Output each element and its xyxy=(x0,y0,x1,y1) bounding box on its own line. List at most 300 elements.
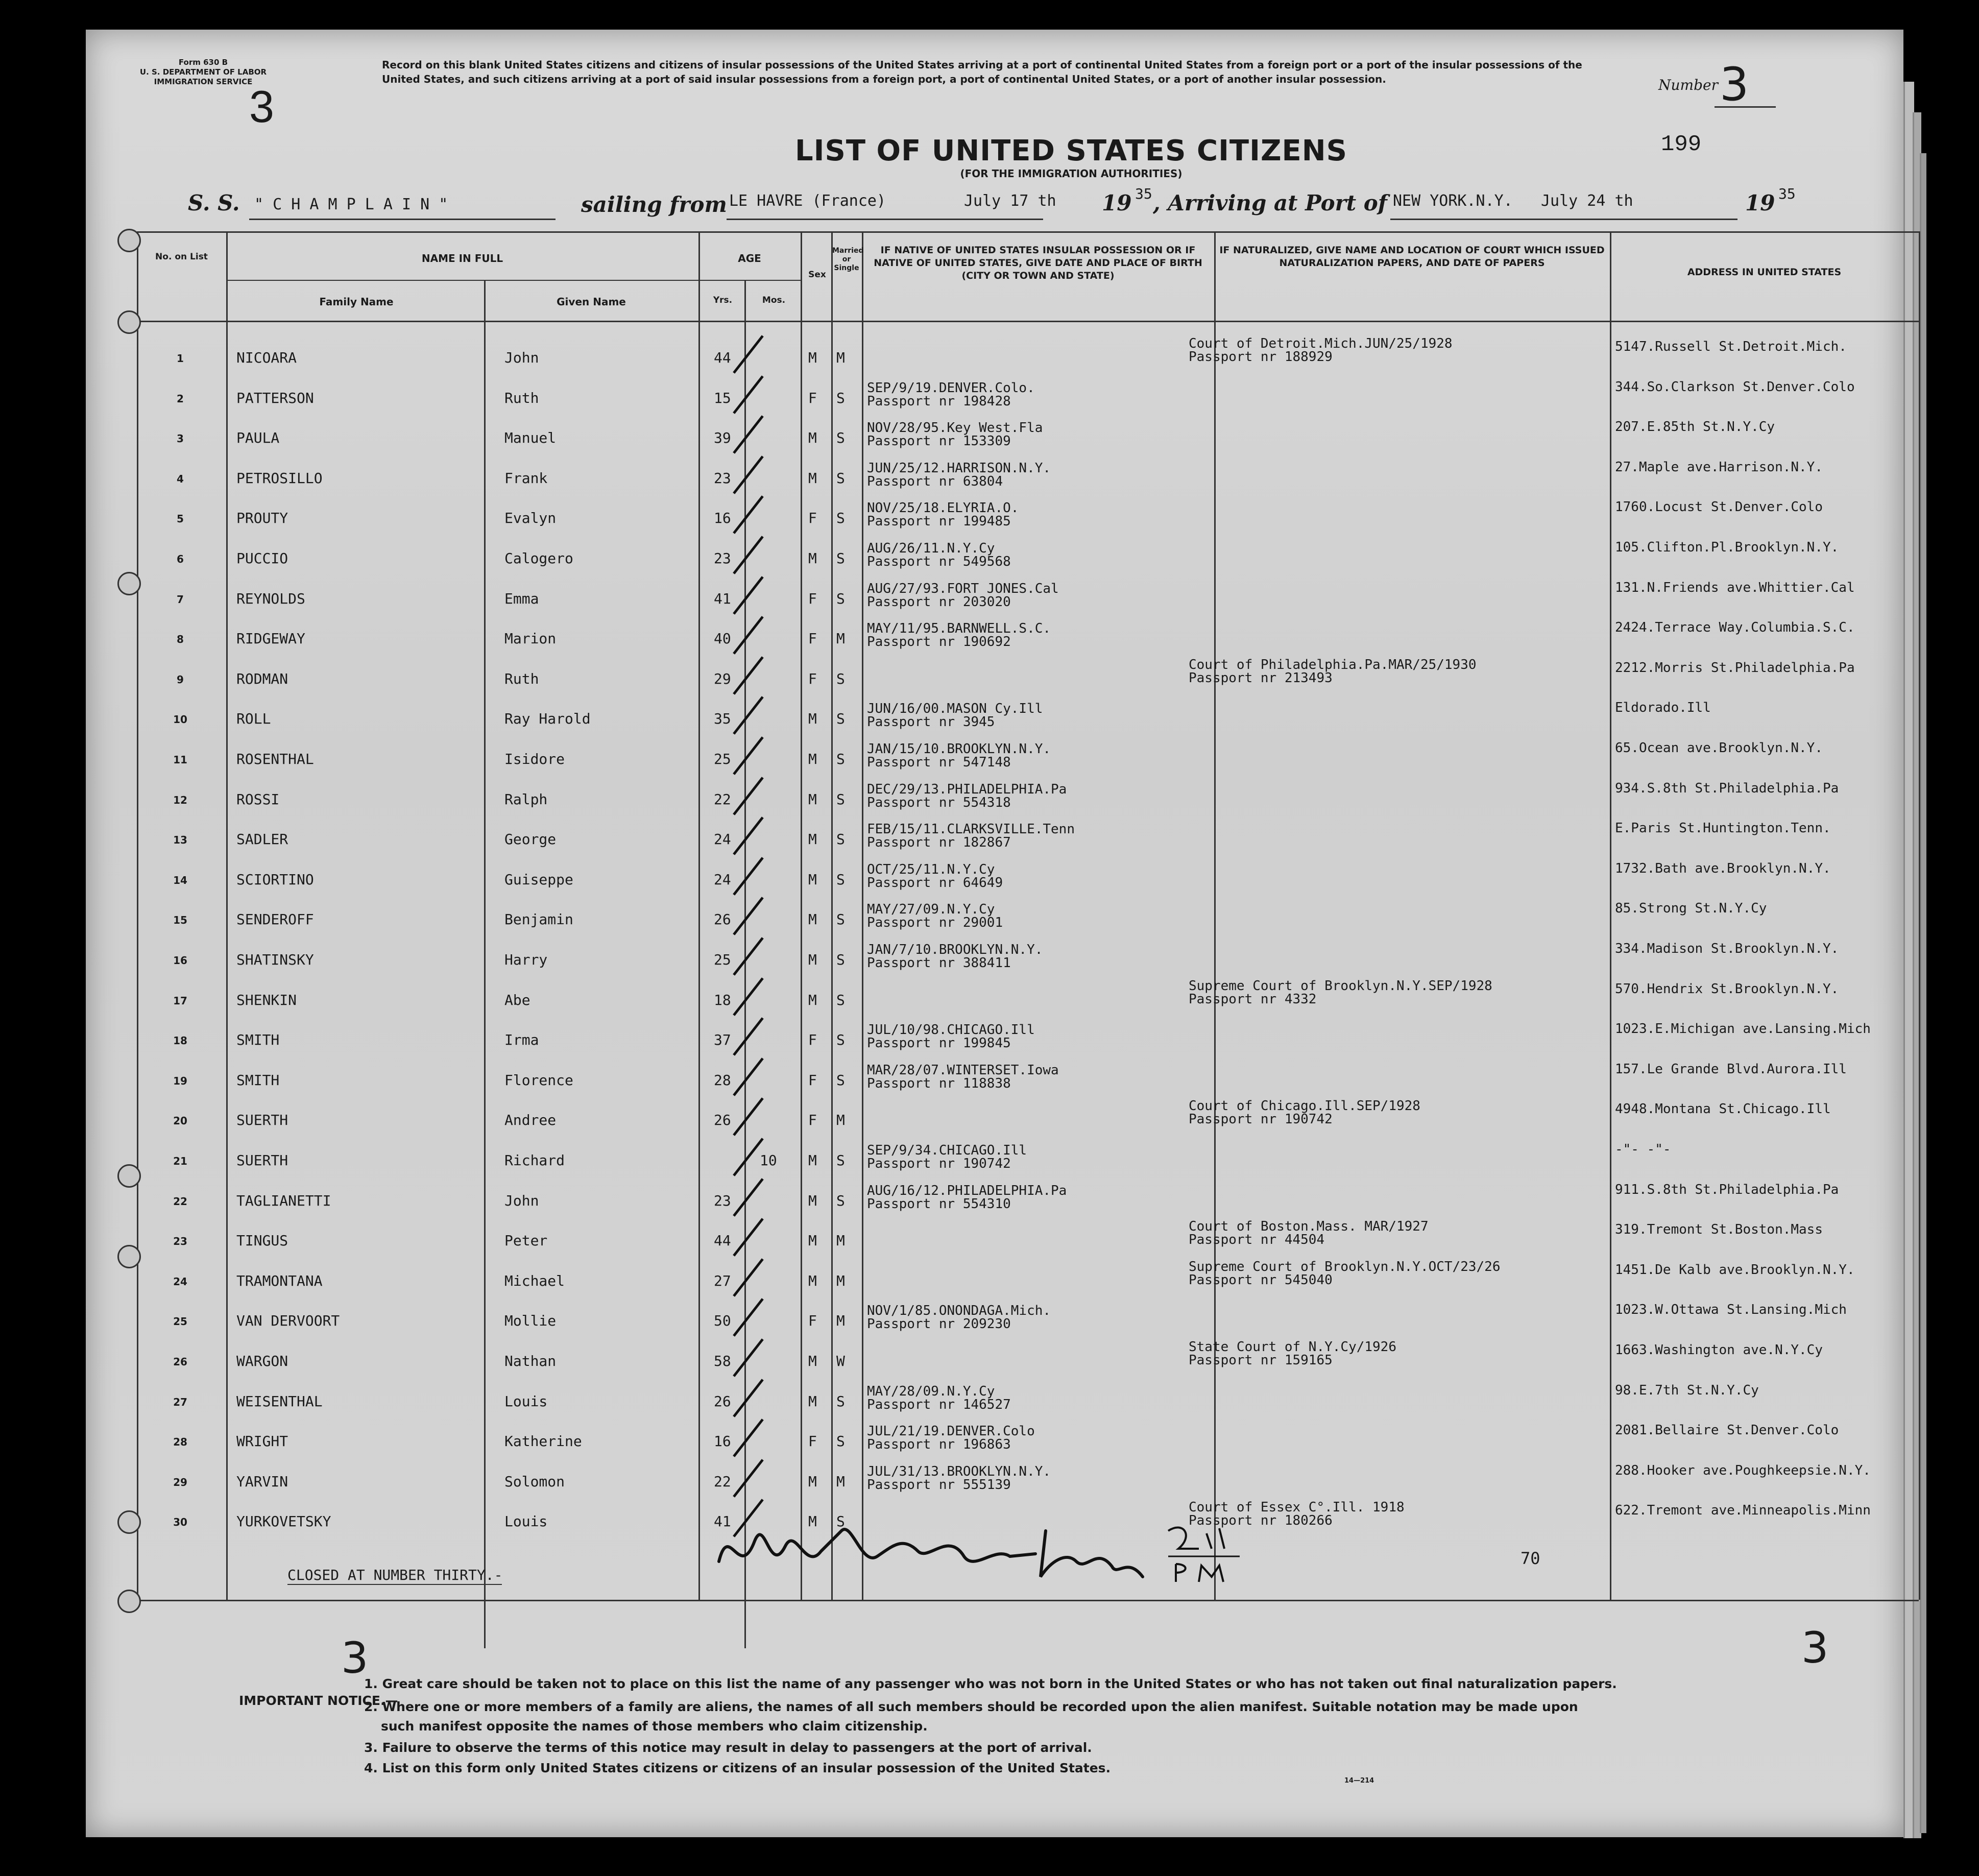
check-mark xyxy=(733,777,764,815)
row-number: 9 xyxy=(177,674,184,686)
sex: M xyxy=(808,1473,817,1490)
inspector-signature xyxy=(709,1500,1270,1592)
us-address: 1023.E.Michigan ave.Lansing.Mich xyxy=(1615,1021,1871,1037)
birth-info: JUL/31/13.BROOKLYN.N.Y. xyxy=(867,1464,1051,1479)
notice-line: 1. Great care should be taken not to place on this list the name of any passenger who was not born in the United States or who has not taken out final naturalization papers. xyxy=(364,1676,1617,1691)
birth-info: SEP/9/34.CHICAGO.Ill xyxy=(867,1143,1027,1158)
birth-info: JAN/7/10.BROOKLYN.N.Y. xyxy=(867,942,1043,957)
sex: M xyxy=(808,1272,817,1289)
col-header-address: ADDRESS IN UNITED STATES xyxy=(1687,267,1842,278)
given-name: Evalyn xyxy=(504,510,557,526)
marital-status: S xyxy=(836,871,845,888)
manifest-sheet xyxy=(86,30,1903,1837)
naturalization-passport: Passport nr 190742 xyxy=(1189,1112,1333,1127)
us-address: 207.E.85th St.N.Y.Cy xyxy=(1615,419,1775,435)
family-name: RODMAN xyxy=(236,670,288,687)
table-row xyxy=(137,421,1919,461)
row-number: 18 xyxy=(173,1035,187,1047)
marital-status: S xyxy=(836,590,845,607)
naturalization-court: Supreme Court of Brooklyn.N.Y.OCT/23/26 xyxy=(1189,1259,1501,1274)
given-name: Isidore xyxy=(504,751,565,767)
us-address: 1760.Locust St.Denver.Colo xyxy=(1615,499,1823,515)
birth-passport: Passport nr 63804 xyxy=(867,474,1003,489)
family-name: TINGUS xyxy=(236,1232,288,1249)
check-mark xyxy=(733,1298,764,1337)
age-years: 23 xyxy=(714,1192,731,1209)
age-years: 29 xyxy=(714,670,731,687)
family-name: ROLL xyxy=(236,710,271,727)
us-address: 622.Tremont ave.Minneapolis.Minn xyxy=(1615,1503,1871,1518)
age-years: 25 xyxy=(714,951,731,968)
notice-line: such manifest opposite the names of those members who claim citizenship. xyxy=(381,1719,928,1734)
marital-status: M xyxy=(836,630,845,647)
family-name: SMITH xyxy=(236,1031,280,1048)
given-name: Emma xyxy=(504,590,539,607)
table-row xyxy=(137,1304,1919,1344)
row-number: 29 xyxy=(173,1476,187,1488)
form-line: Form 630 B xyxy=(178,58,228,67)
check-mark xyxy=(733,335,764,374)
birth-info: MAR/28/07.WINTERSET.Iowa xyxy=(867,1063,1059,1078)
check-mark xyxy=(733,415,764,454)
check-mark xyxy=(733,696,764,735)
sex: M xyxy=(808,992,817,1008)
us-address: Eldorado.Ill xyxy=(1615,700,1711,715)
birth-info: NOV/28/95.Key West.Fla xyxy=(867,420,1043,436)
age-years: 26 xyxy=(714,1393,731,1410)
naturalization-passport: Passport nr 545040 xyxy=(1189,1272,1333,1288)
given-name: Ray Harold xyxy=(504,710,591,727)
notice-line: 3. Failure to observe the terms of this notice may result in delay to passengers at the port of arrival. xyxy=(364,1740,1092,1755)
col-header-birth: IF NATIVE OF UNITED STATES INSULAR POSSESSION OR IF NATIVE OF UNITED STATES, GIVE DATE AND PLACE OF BIRTH (CITY OR TOWN AND STATE) xyxy=(874,245,1202,281)
marital-status: S xyxy=(836,992,845,1008)
table-row xyxy=(137,1184,1919,1224)
table-row xyxy=(137,1023,1919,1063)
row-number: 12 xyxy=(173,794,187,806)
row-number: 19 xyxy=(173,1075,187,1087)
given-name: Guiseppe xyxy=(504,871,573,888)
sex: M xyxy=(808,951,817,968)
row-number: 13 xyxy=(173,834,187,846)
table-row xyxy=(137,501,1919,541)
given-name: Peter xyxy=(504,1232,548,1249)
col-header-sex: Sex xyxy=(808,270,826,280)
given-name: Ruth xyxy=(504,670,539,687)
age-years: 24 xyxy=(714,871,731,888)
notice-heading: IMPORTANT NOTICE.— xyxy=(239,1693,398,1708)
family-name: SHATINSKY xyxy=(236,951,314,968)
family-name: YARVIN xyxy=(236,1473,288,1490)
marital-status: S xyxy=(836,710,845,727)
given-name: Marion xyxy=(504,630,557,647)
naturalization-court: Court of Essex C°.Ill. 1918 xyxy=(1189,1500,1405,1515)
punch-hole xyxy=(117,572,141,595)
sex: M xyxy=(808,871,817,888)
table-top-rule xyxy=(137,231,1919,233)
family-name: YURKOVETSKY xyxy=(236,1513,331,1530)
family-name: ROSENTHAL xyxy=(236,751,314,767)
birth-passport: Passport nr 549568 xyxy=(867,554,1011,569)
birth-info: NOV/1/85.ONONDAGA.Mich. xyxy=(867,1303,1051,1318)
col-header-given: Given Name xyxy=(557,296,626,308)
row-number: 14 xyxy=(173,874,187,886)
row-number: 25 xyxy=(173,1315,187,1328)
naturalization-court: Court of Detroit.Mich.JUN/25/1928 xyxy=(1189,336,1453,351)
birth-passport: Passport nr 153309 xyxy=(867,434,1011,449)
birth-info: MAY/11/95.BARNWELL.S.C. xyxy=(867,621,1051,636)
birth-passport: Passport nr 547148 xyxy=(867,755,1011,770)
row-number: 3 xyxy=(177,432,184,445)
marital-status: S xyxy=(836,550,845,567)
row-number: 5 xyxy=(177,513,184,525)
table-row xyxy=(137,863,1919,903)
header-bottom-rule xyxy=(137,321,1919,322)
sex: F xyxy=(808,510,817,526)
age-years: 44 xyxy=(714,349,731,366)
marital-status: S xyxy=(836,1031,845,1048)
punch-hole xyxy=(117,229,141,252)
us-address: 288.Hooker ave.Poughkeepsie.N.Y. xyxy=(1615,1463,1871,1478)
birth-info: OCT/25/11.N.Y.Cy xyxy=(867,862,995,877)
us-address: E.Paris St.Huntington.Tenn. xyxy=(1615,821,1831,836)
check-mark xyxy=(733,576,764,615)
table-row xyxy=(137,542,1919,582)
table-row xyxy=(137,1425,1919,1464)
marital-status: S xyxy=(836,1072,845,1089)
check-mark xyxy=(733,937,764,976)
us-address: 65.Ocean ave.Brooklyn.N.Y. xyxy=(1615,740,1823,756)
given-name: Andree xyxy=(504,1112,557,1128)
birth-passport: Passport nr 388411 xyxy=(867,955,1011,971)
birth-passport: Passport nr 199485 xyxy=(867,514,1011,529)
age-years: 18 xyxy=(714,992,731,1008)
edge-sheet xyxy=(1920,153,1926,1833)
age-years: 16 xyxy=(714,1433,731,1450)
number-label: Number xyxy=(1658,77,1718,93)
check-mark xyxy=(733,1379,764,1417)
us-address: 85.Strong St.N.Y.Cy xyxy=(1615,901,1767,916)
sheet-digit-top: 3 xyxy=(249,81,274,132)
sex: M xyxy=(808,911,817,928)
form-line: IMMIGRATION SERVICE xyxy=(154,77,253,86)
table-row xyxy=(137,1339,1919,1384)
age-years: 27 xyxy=(714,1272,731,1289)
punch-hole xyxy=(117,1164,141,1188)
sex: F xyxy=(808,630,817,647)
passenger-count: 70 xyxy=(1521,1549,1540,1568)
arrival-date: July 24 th xyxy=(1541,192,1633,210)
us-address: 319.Tremont St.Boston.Mass xyxy=(1615,1222,1823,1237)
form-line: U. S. DEPARTMENT OF LABOR xyxy=(139,67,267,77)
marital-status: S xyxy=(836,510,845,526)
table-row xyxy=(137,1064,1919,1103)
us-address: 1732.Bath ave.Brooklyn.N.Y. xyxy=(1615,861,1831,876)
given-name: Nathan xyxy=(504,1353,557,1369)
sex: F xyxy=(808,1031,817,1048)
closed-notation: CLOSED AT NUMBER THIRTY.- xyxy=(287,1567,503,1583)
check-mark xyxy=(733,495,764,534)
row-number: 8 xyxy=(177,633,184,645)
row-number: 22 xyxy=(173,1195,187,1208)
check-mark xyxy=(733,1459,764,1498)
table-row xyxy=(137,783,1919,823)
row-number: 26 xyxy=(173,1356,187,1368)
table-row xyxy=(137,742,1919,782)
marital-status: S xyxy=(836,1152,845,1169)
given-name: Ruth xyxy=(504,390,539,406)
name-subheader-rule xyxy=(226,280,801,281)
age-years: 26 xyxy=(714,1112,731,1128)
column-rule xyxy=(1919,231,1920,1600)
table-row xyxy=(137,823,1919,862)
punch-hole xyxy=(117,310,141,334)
age-years: 50 xyxy=(714,1312,731,1329)
row-number: 6 xyxy=(177,553,184,565)
row-number: 28 xyxy=(173,1436,187,1448)
family-name: TAGLIANETTI xyxy=(236,1192,331,1209)
marital-status: S xyxy=(836,1192,845,1209)
marital-status: S xyxy=(836,791,845,808)
birth-info: AUG/26/11.N.Y.Cy xyxy=(867,541,995,556)
us-address: 105.Clifton.Pl.Brooklyn.N.Y. xyxy=(1615,540,1839,555)
birth-info: JUN/25/12.HARRISON.N.Y. xyxy=(867,461,1051,476)
birth-passport: Passport nr 182867 xyxy=(867,835,1011,850)
form-code: 14—214 xyxy=(1344,1777,1374,1785)
us-address: -"- -"- xyxy=(1615,1142,1671,1157)
naturalization-passport: Passport nr 159165 xyxy=(1189,1353,1333,1368)
us-address: 5147.Russell St.Detroit.Mich. xyxy=(1615,339,1847,354)
year-prefix: 19 xyxy=(1745,190,1775,215)
arriving-label: , Arriving at Port of xyxy=(1153,190,1387,215)
table-bottom-rule xyxy=(137,1600,1919,1601)
given-name: John xyxy=(504,349,539,366)
marital-status: S xyxy=(836,390,845,406)
age-years: 40 xyxy=(714,630,731,647)
us-address: 2424.Terrace Way.Columbia.S.C. xyxy=(1615,620,1855,635)
table-row xyxy=(137,702,1919,742)
marital-status: S xyxy=(836,1513,845,1530)
page-subtitle: (FOR THE IMMIGRATION AUTHORITIES) xyxy=(960,167,1182,180)
naturalization-court: Court of Philadelphia.Pa.MAR/25/1930 xyxy=(1189,657,1477,672)
departure-port: LE HAVRE (France) xyxy=(729,192,886,210)
age-years: 41 xyxy=(714,590,731,607)
row-number: 15 xyxy=(173,914,187,926)
table-row xyxy=(137,1465,1919,1505)
closed-underline xyxy=(287,1584,502,1585)
row-number: 11 xyxy=(173,754,187,766)
sex: M xyxy=(808,1513,817,1530)
sheet-digit-left: 3 xyxy=(341,1633,369,1683)
table-row xyxy=(137,903,1919,943)
table-row xyxy=(137,1259,1919,1304)
birth-passport: Passport nr 29001 xyxy=(867,915,1003,930)
sex: F xyxy=(808,1072,817,1089)
us-address: 2081.Bellaire St.Denver.Colo xyxy=(1615,1423,1839,1438)
family-name: PATTERSON xyxy=(236,390,314,406)
age-years: 35 xyxy=(714,710,731,727)
given-name: John xyxy=(504,1192,539,1209)
marital-status: S xyxy=(836,670,845,687)
marital-status: S xyxy=(836,951,845,968)
given-name: Mollie xyxy=(504,1312,557,1329)
us-address: 1451.De Kalb ave.Brooklyn.N.Y. xyxy=(1615,1262,1855,1278)
birth-passport: Passport nr 203020 xyxy=(867,594,1011,610)
birth-info: MAY/28/09.N.Y.Cy xyxy=(867,1384,995,1399)
check-mark xyxy=(733,1017,764,1056)
naturalization-court: Court of Boston.Mass. MAR/1927 xyxy=(1189,1219,1429,1234)
sex: M xyxy=(808,429,817,446)
birth-passport: Passport nr 198428 xyxy=(867,394,1011,409)
table-row xyxy=(137,1098,1919,1143)
birth-info: MAY/27/09.N.Y.Cy xyxy=(867,902,995,917)
table-row xyxy=(137,462,1919,501)
age-years: 26 xyxy=(714,911,731,928)
naturalization-passport: Passport nr 4332 xyxy=(1189,992,1317,1007)
us-address: 934.S.8th St.Philadelphia.Pa xyxy=(1615,781,1839,796)
marital-status: W xyxy=(836,1353,845,1369)
marital-status: S xyxy=(836,831,845,848)
family-name: SMITH xyxy=(236,1072,280,1089)
given-name: Frank xyxy=(504,470,548,487)
col-header-naturalized: IF NATURALIZED, GIVE NAME AND LOCATION OF COURT WHICH ISSUED NATURALIZATION PAPERS, AND DATE OF PAPERS xyxy=(1219,245,1605,269)
marital-status: M xyxy=(836,349,845,366)
sex: M xyxy=(808,470,817,487)
age-years: 39 xyxy=(714,429,731,446)
sex: M xyxy=(808,710,817,727)
age-years: 25 xyxy=(714,751,731,767)
check-mark xyxy=(733,857,764,896)
family-name: SCIORTINO xyxy=(236,871,314,888)
given-name: Michael xyxy=(504,1272,565,1289)
family-name: SUERTH xyxy=(236,1112,288,1128)
sex: F xyxy=(808,1112,817,1128)
sex: M xyxy=(808,831,817,848)
age-years: 15 xyxy=(714,390,731,406)
sheet-digit-right: 3 xyxy=(1801,1623,1829,1673)
marital-status: S xyxy=(836,1393,845,1410)
check-mark xyxy=(733,897,764,935)
birth-passport: Passport nr 555139 xyxy=(867,1477,1011,1493)
sex: M xyxy=(808,550,817,567)
check-mark xyxy=(733,1338,764,1377)
us-address: 98.E.7th St.N.Y.Cy xyxy=(1615,1383,1759,1398)
table-row xyxy=(137,1219,1919,1264)
birth-passport: Passport nr 118838 xyxy=(867,1076,1011,1091)
notice-line: 2. Where one or more members of a family are aliens, the names of all such members should be recorded upon the alien manifest. Suitable notation may be made upon xyxy=(364,1699,1578,1714)
page-number: 199 xyxy=(1661,132,1702,157)
age-years: 16 xyxy=(714,510,731,526)
given-name: Calogero xyxy=(504,550,573,567)
check-mark xyxy=(733,656,764,695)
age-months: 10 xyxy=(760,1152,777,1169)
given-name: Katherine xyxy=(504,1433,582,1450)
table-row xyxy=(137,336,1919,381)
naturalization-passport: Passport nr 180266 xyxy=(1189,1513,1333,1528)
marital-status: S xyxy=(836,429,845,446)
age-years: 41 xyxy=(714,1513,731,1530)
table-row xyxy=(137,1144,1919,1184)
family-name: PROUTY xyxy=(236,510,288,526)
naturalization-passport: Passport nr 213493 xyxy=(1189,670,1333,686)
given-name: George xyxy=(504,831,557,848)
marital-status: S xyxy=(836,1433,845,1450)
family-name: NICOARA xyxy=(236,349,297,366)
check-mark xyxy=(733,816,764,855)
col-header-age: AGE xyxy=(738,252,761,264)
birth-info: AUG/27/93.FORT JONES.Cal xyxy=(867,581,1059,596)
us-address: 911.S.8th St.Philadelphia.Pa xyxy=(1615,1182,1839,1197)
family-name: PETROSILLO xyxy=(236,470,323,487)
birth-passport: Passport nr 196863 xyxy=(867,1437,1011,1452)
row-number: 21 xyxy=(173,1155,187,1167)
sex: M xyxy=(808,349,817,366)
check-mark xyxy=(733,1097,764,1136)
birth-info: DEC/29/13.PHILADELPHIA.Pa xyxy=(867,782,1067,797)
family-name: RIDGEWAY xyxy=(236,630,305,647)
family-name: SENDEROFF xyxy=(236,911,314,928)
age-years: 22 xyxy=(714,1473,731,1490)
sex: M xyxy=(808,751,817,767)
notice-line: 4. List on this form only United States citizens or citizens of an insular possession of the United States. xyxy=(364,1761,1111,1775)
birth-info: JUL/10/98.CHICAGO.Ill xyxy=(867,1022,1035,1038)
sex: F xyxy=(808,590,817,607)
page-title: LIST OF UNITED STATES CITIZENS xyxy=(795,134,1347,167)
naturalization-court: Supreme Court of Brooklyn.N.Y.SEP/1928 xyxy=(1189,978,1492,994)
family-name: PAULA xyxy=(236,429,280,446)
given-name: Irma xyxy=(504,1031,539,1048)
age-years: 44 xyxy=(714,1232,731,1249)
col-header-no: No. on List xyxy=(155,252,208,262)
row-number: 10 xyxy=(173,713,187,726)
given-name: Benjamin xyxy=(504,911,573,928)
birth-passport: Passport nr 3945 xyxy=(867,714,995,730)
given-name: Solomon xyxy=(504,1473,565,1490)
birth-passport: Passport nr 190692 xyxy=(867,634,1011,650)
sex: M xyxy=(808,1232,817,1249)
ss-label: S. S. xyxy=(188,190,240,215)
punch-hole xyxy=(117,1245,141,1268)
age-years: 37 xyxy=(714,1031,731,1048)
us-address: 344.So.Clarkson St.Denver.Colo xyxy=(1615,379,1855,395)
check-mark xyxy=(733,616,764,655)
age-years: 58 xyxy=(714,1353,731,1369)
naturalization-passport: Passport nr 188929 xyxy=(1189,349,1333,365)
us-address: 27.Maple ave.Harrison.N.Y. xyxy=(1615,460,1823,475)
given-name: Florence xyxy=(504,1072,573,1089)
age-years: 22 xyxy=(714,791,731,808)
given-name: Ralph xyxy=(504,791,548,808)
marital-status: M xyxy=(836,1312,845,1329)
sex: F xyxy=(808,670,817,687)
col-header-yrs: Yrs. xyxy=(713,295,733,305)
check-mark xyxy=(733,1057,764,1096)
check-mark xyxy=(733,1418,764,1457)
punch-hole xyxy=(117,1510,141,1534)
family-name: REYNOLDS xyxy=(236,590,305,607)
sex: M xyxy=(808,1353,817,1369)
sailing-label: sailing from xyxy=(581,192,727,217)
ship-name: " C H A M P L A I N " xyxy=(254,196,448,213)
punch-hole xyxy=(117,1590,141,1613)
given-name: Abe xyxy=(504,992,530,1008)
check-mark xyxy=(733,536,764,574)
family-name: SHENKIN xyxy=(236,992,297,1008)
check-mark xyxy=(733,1138,764,1176)
birth-info: AUG/16/12.PHILADELPHIA.Pa xyxy=(867,1183,1067,1198)
check-mark xyxy=(733,455,764,494)
family-name: TRAMONTANA xyxy=(236,1272,323,1289)
family-name: WEISENTHAL xyxy=(236,1393,323,1410)
